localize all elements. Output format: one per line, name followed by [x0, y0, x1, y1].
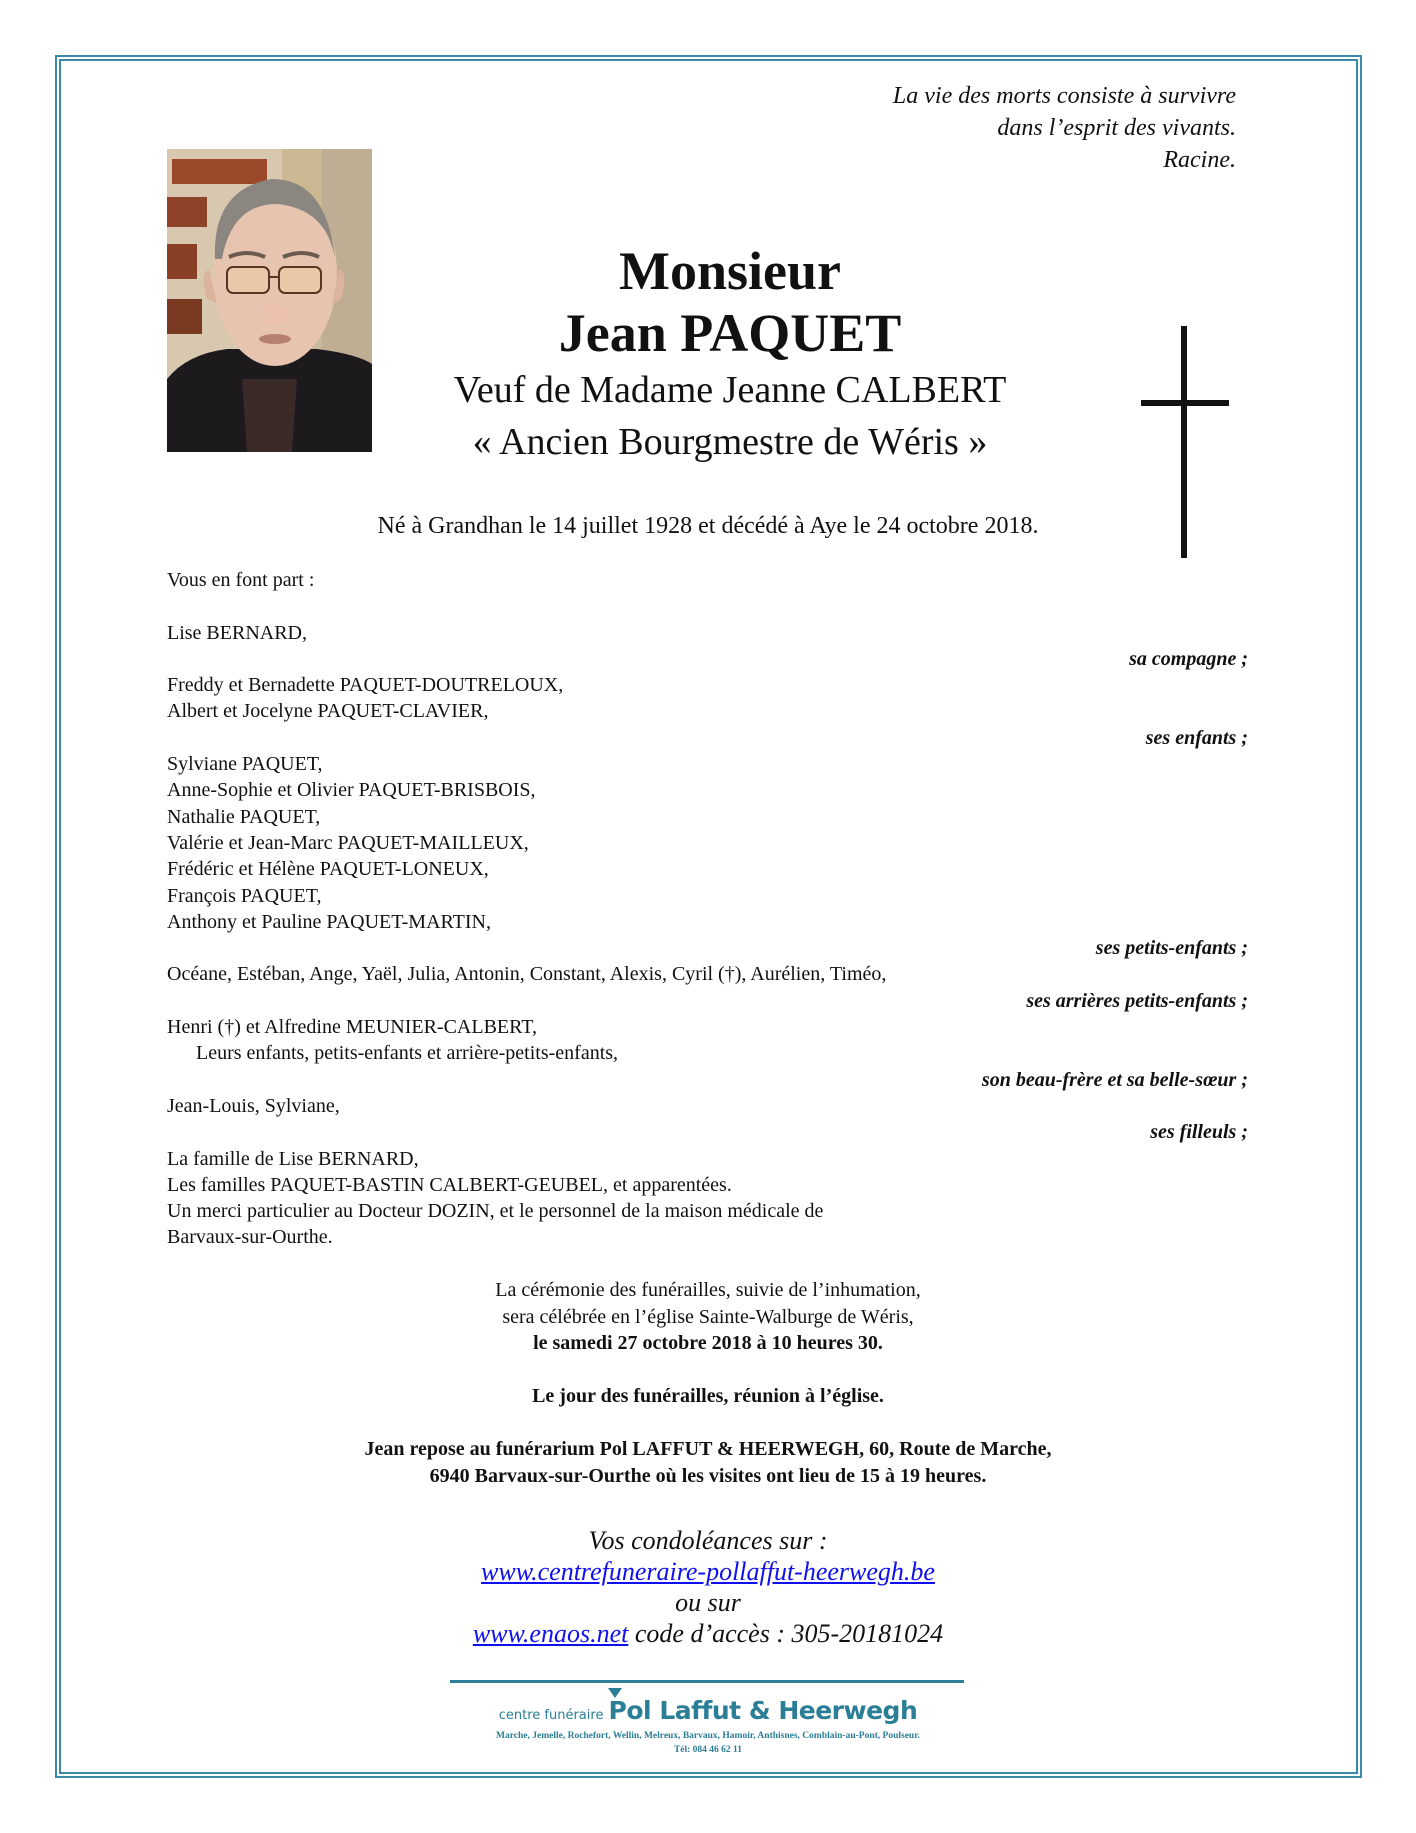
mourner-line: Lise BERNARD,	[167, 621, 307, 644]
condolences-or: ou sur	[675, 1588, 741, 1617]
mourner-line: Océane, Estéban, Ange, Yaël, Julia, Antonin, Constant, Alexis, Cyril (†), Aurélien, Timéo,	[167, 963, 887, 986]
epigraph-quote	[893, 80, 1236, 176]
mourner-line: La famille de Lise BERNARD,	[167, 1147, 419, 1170]
logo-towns: Marche, Jemelle, Rochefort, Wellin, Melreux, Barvaux, Hamoir, Anthisnes, Comblain-au-Pont, Poulseur.	[496, 1731, 920, 1741]
logo-prefix: centre funéraire	[498, 1708, 604, 1723]
deceased-title-block	[360, 240, 1100, 468]
relationship-label: ses arrières petits-enfants ;	[1026, 989, 1248, 1012]
birth-death-line: Né à Grandhan le 14 juillet 1928 et décédé à Aye le 24 octobre 2018.	[377, 513, 1039, 539]
former-role: « Ancien Bourgmestre de Wéris »	[472, 421, 988, 463]
mourner-line: Les familles PAQUET-BASTIN CALBERT-GEUBEL, et apparentées.	[167, 1173, 732, 1196]
mourner-line: Albert et Jocelyne PAQUET-CLAVIER,	[167, 700, 489, 723]
blank-line	[167, 593, 1248, 619]
portrait-image	[167, 149, 372, 452]
mourner-line: Jean-Louis, Sylviane,	[167, 1094, 340, 1117]
quote-line: dans l’esprit des vivants.	[997, 115, 1236, 141]
logo-phone: Tél: 084 46 62 11	[673, 1745, 743, 1755]
relationship-label: ses petits-enfants ;	[1095, 937, 1248, 960]
mourner-line: Anthony et Pauline PAQUET-MARTIN,	[167, 910, 491, 933]
relationship-label: son beau-frère et sa belle-sœur ;	[981, 1068, 1248, 1091]
deceased-name: Jean PAQUET	[558, 303, 902, 363]
meeting-notice: Le jour des funérailles, réunion à l’église.	[532, 1385, 884, 1407]
quote-author: Racine.	[1163, 147, 1236, 173]
mourner-line: Freddy et Bernadette PAQUET-DOUTRELOUX,	[167, 674, 564, 697]
logo-brand: Pol Laffut & Heerwegh	[608, 1696, 918, 1725]
condolences-heading: Vos condoléances sur :	[588, 1526, 828, 1555]
condolences-link-funeral-home[interactable]: www.centrefuneraire-pollaffut-heerwegh.be	[481, 1557, 935, 1586]
mourner-line: Valérie et Jean-Marc PAQUET-MAILLEUX,	[167, 831, 529, 854]
relationship-label: sa compagne ;	[1129, 647, 1248, 670]
honorific: Monsieur	[619, 241, 841, 301]
mourner-line: François PAQUET,	[167, 884, 322, 907]
mourner-line: Henri (†) et Alfredine MEUNIER-CALBERT,	[167, 1016, 538, 1039]
ceremony-line: sera célébrée en l’église Sainte-Walburge de Wéris,	[502, 1305, 914, 1328]
mourner-line: Leurs enfants, petits-enfants et arrière-petits-enfants,	[196, 1042, 619, 1065]
announcement-list	[167, 567, 1248, 1251]
widower-of: Veuf de Madame Jeanne CALBERT	[453, 369, 1007, 411]
mourner-line: Barvaux-sur-Ourthe.	[167, 1226, 333, 1249]
relationship-label: ses filleuls ;	[1150, 1121, 1248, 1144]
portrait-photo	[167, 149, 372, 452]
ceremony-line: La cérémonie des funérailles, suivie de l’inhumation,	[495, 1279, 921, 1301]
condolences-section	[0, 1525, 1416, 1649]
mourner-line: Frédéric et Hélène PAQUET-LONEUX,	[167, 858, 489, 881]
access-code: code d’accès : 305-20181024	[628, 1619, 944, 1648]
ceremony-details	[0, 1277, 1416, 1489]
mourner-line: Un merci particulier au Docteur DOZIN, et le personnel de la maison médicale de	[167, 1200, 824, 1223]
mourner-line: Sylviane PAQUET,	[167, 753, 323, 776]
funeral-home-line: Jean repose au funérarium Pol LAFFUT & HEERWEGH, 60, Route de Marche,	[364, 1438, 1052, 1460]
announcement-intro: Vous en font part :	[167, 569, 315, 591]
quote-line: La vie des morts consiste à survivre	[892, 83, 1236, 109]
relationship-label: ses enfants ;	[1145, 726, 1248, 749]
ceremony-datetime: le samedi 27 octobre 2018 à 10 heures 30.	[533, 1332, 883, 1354]
funeral-home-logo	[0, 1688, 1416, 1757]
mourner-line: Nathalie PAQUET,	[167, 805, 321, 828]
condolences-link-enaos[interactable]: www.enaos.net	[472, 1619, 629, 1648]
mourner-line: Anne-Sophie et Olivier PAQUET-BRISBOIS,	[167, 779, 536, 802]
footer-divider	[450, 1680, 964, 1683]
visiting-hours-line: 6940 Barvaux-sur-Ourthe où les visites ont lieu de 15 à 19 heures.	[429, 1464, 987, 1487]
